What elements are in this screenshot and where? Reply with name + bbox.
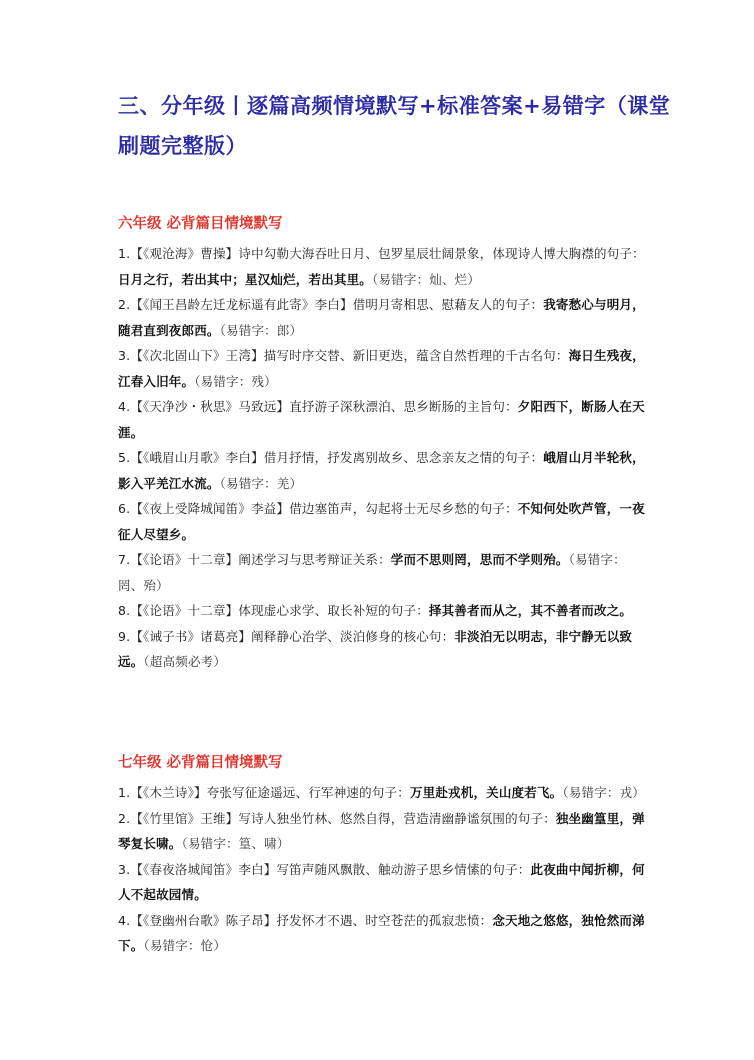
item-number: 6. xyxy=(118,501,131,516)
list-item xyxy=(118,598,648,624)
item-source: 【《峨眉山月歌》李白】 xyxy=(130,450,264,465)
item-number: 1. xyxy=(118,246,131,261)
item-number: 3. xyxy=(118,348,131,363)
item-answer: 择其善者而从之，其不善者而改之。 xyxy=(428,603,633,618)
item-description: 写诗人独坐竹林、悠然自得，营造清幽静谧氛围的句子： xyxy=(238,810,556,826)
item-note: （易错字：郎） xyxy=(219,322,303,338)
item-number: 4. xyxy=(118,399,131,414)
list-item xyxy=(118,806,648,857)
list-item xyxy=(118,292,648,343)
item-answer: 海日生残夜，江春入旧年。 xyxy=(118,348,645,389)
item-number: 4. xyxy=(118,912,131,928)
item-answer: 独坐幽篁里，弹琴复长啸。 xyxy=(118,810,645,851)
page-title: 三、分年级丨逐篇高频情境默写+标准答案+易错字（课堂刷题完整版） xyxy=(118,94,671,158)
item-list xyxy=(118,780,648,959)
item-source: 【《木兰诗》】 xyxy=(130,785,207,800)
item-number: 2. xyxy=(118,810,131,826)
list-item xyxy=(118,496,648,547)
item-description: 借月抒情，抒发离别故乡、思念亲友之情的句子： xyxy=(263,450,544,465)
list-item xyxy=(118,241,648,292)
item-answer: 此夜曲中闻折柳，何人不起故园情。 xyxy=(118,861,645,902)
item-source: 【《天净沙・秋思》马致远】 xyxy=(130,399,290,414)
item-answer: 学而不思则罔，思而不学则殆。 xyxy=(390,552,569,567)
item-source: 【《夜上受降城闻笛》李益】 xyxy=(130,501,290,516)
item-source: 【《竹里馆》王维】 xyxy=(130,810,239,826)
item-description: 抒发怀才不遇、时空苍茫的孤寂悲愤： xyxy=(276,912,493,928)
item-number: 7. xyxy=(118,552,131,567)
item-answer: 夕阳西下，断肠人在天涯。 xyxy=(118,399,645,440)
item-source: 【《论语》十二章】 xyxy=(130,603,239,618)
item-note: （易错字：怆） xyxy=(143,938,227,953)
list-item xyxy=(118,908,648,959)
list-item xyxy=(118,624,648,675)
item-answer: 我寄愁心与明月，随君直到夜郎西。 xyxy=(118,297,645,338)
item-source: 【《闻王昌龄左迁龙标遥有此寄》李白】 xyxy=(130,297,353,312)
item-source: 【《观沧海》曹操】 xyxy=(130,246,239,261)
item-answer: 念天地之悠悠，独怆然而涕下。 xyxy=(118,912,645,953)
grade-six-section xyxy=(118,213,648,675)
item-answer: 万里赴戎机，关山度若飞。 xyxy=(409,785,563,800)
section-heading: 七年级 必背篇目情境默写 xyxy=(118,755,283,771)
list-item xyxy=(118,394,648,445)
item-description: 写笛声随风飘散、触动游子思乡情愫的句子： xyxy=(276,861,531,877)
item-description: 直抒游子深秋漂泊、思乡断肠的主旨句： xyxy=(289,399,518,414)
section-heading: 六年级 必背篇目情境默写 xyxy=(118,216,283,232)
item-number: 1. xyxy=(118,785,131,800)
item-list xyxy=(118,241,648,675)
list-item xyxy=(118,343,648,394)
item-description: 阐述学习与思考辩证关系： xyxy=(238,552,391,567)
item-note: （易错字：篁、啸） xyxy=(181,836,290,851)
item-description: 夸张写征途遥远、行军神速的句子： xyxy=(206,785,410,800)
item-note: （易错字：灿、烂） xyxy=(372,271,481,287)
item-number: 9. xyxy=(118,628,131,644)
list-item xyxy=(118,445,648,496)
list-item xyxy=(118,547,648,598)
item-answer: 峨眉山月半轮秋，影入平羌江水流。 xyxy=(118,450,645,491)
item-source: 【《诫子书》诸葛亮】 xyxy=(130,628,252,644)
item-note: （易错字：残） xyxy=(194,373,277,389)
item-note: （易错字：戎） xyxy=(562,785,645,800)
item-source: 【《春夜洛城闻笛》李白】 xyxy=(130,861,277,877)
item-note: （超高频必考） xyxy=(143,654,227,669)
list-item xyxy=(118,857,648,908)
item-note: （易错字：羌） xyxy=(219,475,303,491)
item-number: 3. xyxy=(118,861,131,877)
item-source: 【《登幽州台歌》陈子昂】 xyxy=(130,912,277,928)
item-description: 借边塞笛声，勾起将士无尽乡愁的句子： xyxy=(289,501,518,516)
item-description: 阐释静心治学、淡泊修身的核心句： xyxy=(251,628,455,644)
item-answer: 不知何处吹芦管，一夜征人尽望乡。 xyxy=(118,501,645,542)
item-number: 5. xyxy=(118,450,131,465)
list-item xyxy=(118,780,648,806)
item-description: 诗中勾勒大海吞吐日月、包罗星辰壮阔景象，体现诗人博大胸襟的句子： xyxy=(238,246,645,261)
item-description: 描写时序交替、新旧更迭，蕴含自然哲理的千古名句： xyxy=(263,348,569,363)
item-answer: 日月之行，若出其中；星汉灿烂，若出其里。 xyxy=(118,271,373,287)
grade-seven-section xyxy=(118,752,648,959)
item-source: 【《次北固山下》王湾】 xyxy=(130,348,264,363)
item-answer: 非淡泊无以明志，非宁静无以致远。 xyxy=(118,628,633,669)
item-number: 8. xyxy=(118,603,131,618)
item-number: 2. xyxy=(118,297,131,312)
item-description: 体现虚心求学、取长补短的句子： xyxy=(238,603,429,618)
item-source: 【《论语》十二章】 xyxy=(130,552,239,567)
item-description: 借明月寄相思、慰藉友人的句子： xyxy=(352,297,544,312)
item-note: （易错字：罔、殆） xyxy=(118,552,626,593)
